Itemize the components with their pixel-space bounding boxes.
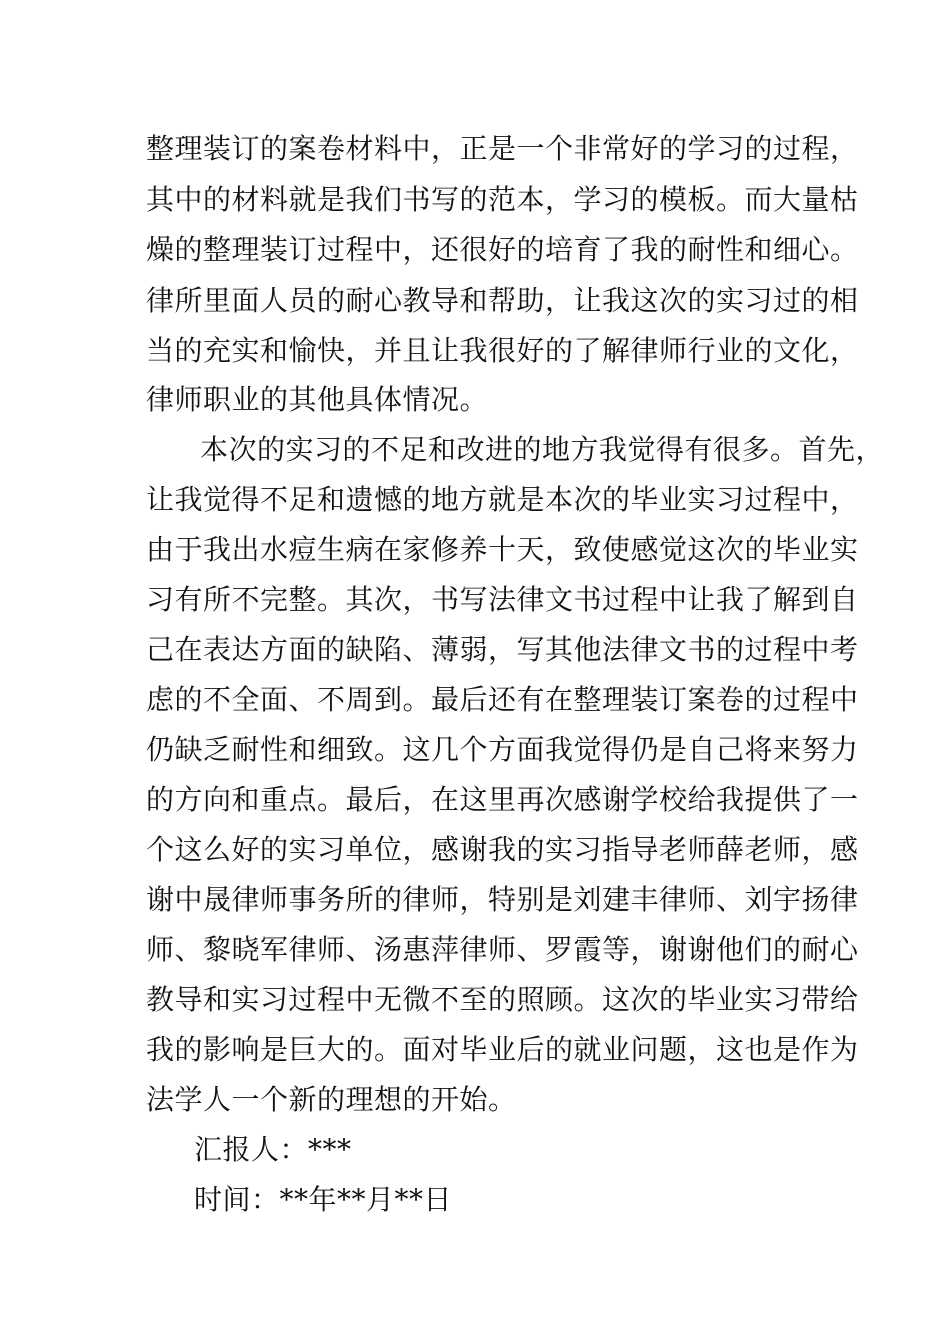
paragraph-2-line: 我的影响是巨大的。面对毕业后的就业问题，这也是作为 <box>146 1033 859 1066</box>
paragraph-2-line: 师、黎晓军律师、汤惠萍律师、罗霞等，谢谢他们的耐心 <box>146 933 859 966</box>
paragraph-1-line: 当的充实和愉快，并且让我很好的了解律师行业的文化， <box>146 334 859 367</box>
paragraph-2-line: 虑的不全面、不周到。最后还有在整理装订案卷的过程中 <box>146 683 859 716</box>
paragraph-1-line: 燥的整理装订过程中，还很好的培育了我的耐性和细心。 <box>146 233 859 266</box>
paragraph-2-line: 仍缺乏耐性和细致。这几个方面我觉得仍是自己将来努力 <box>146 733 859 766</box>
paragraph-2-line: 让我觉得不足和遗憾的地方就是本次的毕业实习过程中， <box>146 483 859 516</box>
paragraph-2-line: 法学人一个新的理想的开始。 <box>146 1083 517 1116</box>
paragraph-2-line: 谢中晟律师事务所的律师，特别是刘建丰律师、刘宇扬律 <box>146 883 859 916</box>
paragraph-2-line: 习有所不完整。其次，书写法律文书过程中让我了解到自 <box>146 583 859 616</box>
paragraph-2-line: 己在表达方面的缺陷、薄弱，写其他法律文书的过程中考 <box>146 633 859 666</box>
paragraph-1-line: 律师职业的其他具体情况。 <box>146 383 489 416</box>
paragraph-1-line: 律所里面人员的耐心教导和帮助，让我这次的实习过的相 <box>146 284 859 317</box>
paragraph-2-line: 本次的实习的不足和改进的地方我觉得有很多。首先， <box>200 433 885 466</box>
paragraph-2-line: 教导和实习过程中无微不至的照顾。这次的毕业实习带给 <box>146 983 859 1016</box>
reporter-line: 汇报人：*** <box>194 1133 352 1166</box>
paragraph-2-line: 个这么好的实习单位，感谢我的实习指导老师薛老师，感 <box>146 833 859 866</box>
paragraph-2-line: 的方向和重点。最后，在这里再次感谢学校给我提供了一 <box>146 783 859 816</box>
paragraph-2-line: 由于我出水痘生病在家修养十天，致使感觉这次的毕业实 <box>146 533 859 566</box>
paragraph-1-line: 其中的材料就是我们书写的范本，学习的模板。而大量枯 <box>146 183 859 216</box>
paragraph-1-line: 整理装订的案卷材料中，正是一个非常好的学习的过程， <box>146 132 859 165</box>
date-line: 时间：**年**月**日 <box>194 1183 453 1216</box>
